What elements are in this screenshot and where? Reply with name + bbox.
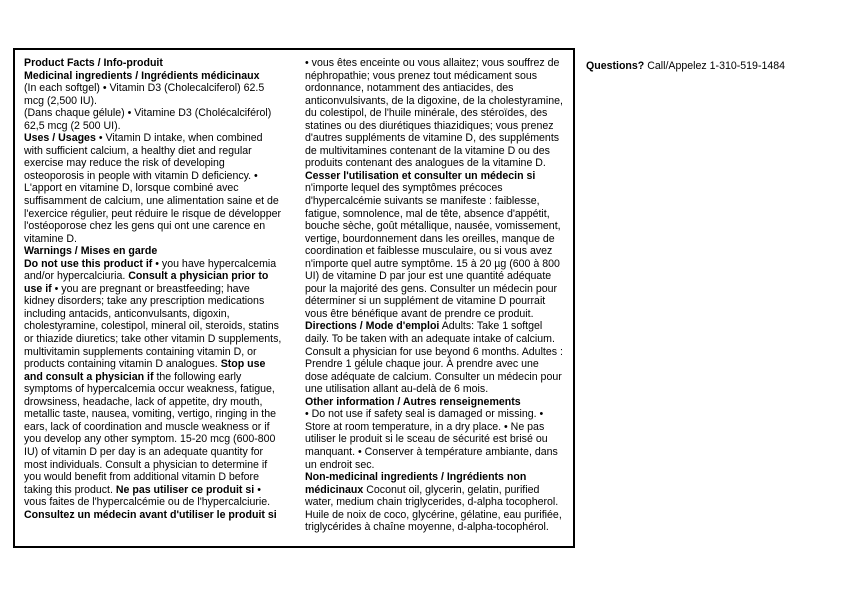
panel-title: Product Facts / Info-produit bbox=[24, 57, 163, 69]
do-not-use-body: • you have hypercalcemia and/or hypercalciuria. bbox=[24, 257, 277, 283]
medicinal-ingredients-body-fr: (Dans chaque gélule) • Vitamine D3 (Cholécalciférol) 62,5 mcg (2 500 UI). bbox=[24, 107, 272, 132]
consultez-medecin-body: • vous êtes enceinte ou vous allaitez; vous souffrez de néphropathie; vous prenez tout médicament sous ordonnance, notamment des antiacides, des anticonvulsivants, de la digoxine, de la cholestyramine, du colestipol, de l'huile minérale, des stéroïdes, des statines ou des diurétiques thiazidiques; vous prenez d'autres suppléments de vitamine D, des suppléments de multivitamines contenant de la vitamine D ou des produits contenant des analogues de la vitamine D. bbox=[305, 57, 563, 170]
medicinal-ingredients-body-en: (In each softgel) • Vitamin D3 (Cholecalciferol) 62.5 mcg (2,500 IU). bbox=[24, 82, 265, 107]
uses-body-en-wrap bbox=[24, 132, 281, 244]
questions-block bbox=[586, 60, 845, 73]
do-not-use-heading: Do not use this product if bbox=[24, 257, 153, 270]
label-text-columns bbox=[15, 50, 786, 546]
other-information-body-fr: • Ne pas utiliser le produit si le sceau de sécurité est brisé ou manquant. • Conserver à température ambiante, dans un endroit sec. bbox=[305, 420, 558, 471]
ne-pas-utiliser-body: • vous faites de l'hypercalcémie ou de l'hypercalciurie. bbox=[24, 483, 271, 509]
consult-physician-body: • you are pregnant or breastfeeding; have kidney disorders; take any prescription medications including antacids, anticonvulsants, digoxin, cholestyramine, colestipol, mineral oil, steroids, statins or thiazide diuretics; take other vitamin D supplements, multivitamin supplements containing vitamin D, or products containing vitamin D analogues. bbox=[24, 282, 282, 371]
cesser-utilisation-heading: Cesser l'utilisation et consulter un médecin si bbox=[305, 169, 536, 182]
uses-block bbox=[24, 132, 281, 244]
directions-body-fr: Adultes : Prendre 1 gélule chaque jour. À prendre avec une dose adéquate de calcium. Consulter un médecin pour une utilisation allant au-delà de 6 mois. bbox=[305, 345, 563, 396]
non-medicinal-body-fr: Huile de noix de coco, glycérine, gélatine, eau purifiée, triglycérides à chaîne moyenne, d-alpha-tocophérol. bbox=[305, 508, 562, 534]
warnings-block bbox=[24, 258, 281, 521]
other-information-body-en: • Do not use if safety seal is damaged or missing. • Store at room temperature, in a dry place. bbox=[305, 408, 544, 433]
warnings-heading: Warnings / Mises en garde bbox=[24, 245, 158, 258]
ne-pas-utiliser-heading: Ne pas utiliser ce produit si bbox=[115, 483, 255, 496]
non-medicinal-body-en: Coconut oil, glycerin, gelatin, purified water, medium chain triglycerides, d-alpha tocopherol. bbox=[305, 483, 559, 509]
directions-body-en: Adults: Take 1 softgel daily. To be taken with an adequate intake of calcium. Consult a physician for use beyond 6 months. bbox=[305, 320, 555, 358]
non-medicinal-block bbox=[305, 471, 564, 534]
uses-heading: Uses / Usages bbox=[24, 132, 96, 145]
questions-phone: Call/Appelez 1-310-519-1484 bbox=[647, 59, 786, 72]
cesser-utilisation-body: n'importe lequel des symptômes précoces d'hypercalcémie suivants se manifeste : faiblesse, fatigue, somnolence, mal de tête, absence d'appétit, bouche sèche, goût métallique, nausée, vomissement, vertige, bourdonnement dans les oreilles, manque de coordination et faiblesse musculaire, ou si vous avez n'importe quel autre symptôme. 15 à 20 µg (600 à 800 UI) de vitamine D par jour est une quantité adéquate pour la majorité des gens. Consulter un médecin pour déterminer si un supplément de vitamine D pourrait vous être bénéfique avant de prendre ce produit. bbox=[305, 182, 561, 320]
uses-body-fr: L'apport en vitamine D, lorsque combiné avec suffisamment de calcium, une alimentation saine et de l'exercice régulier, peut réduire le risque de développer l'ostéoporose chez les gens qui ont une carence en vitamine D. bbox=[24, 182, 282, 245]
consultez-medecin-heading: Consultez un médecin avant d'utiliser le produit si bbox=[24, 508, 277, 521]
consult-physician-heading: Consult a physician prior to use if bbox=[24, 270, 269, 295]
directions-block bbox=[305, 320, 563, 395]
medicinal-ingredients-heading: Medicinal ingredients / Ingrédients médicinaux bbox=[24, 69, 260, 82]
questions-heading: Questions? bbox=[586, 59, 645, 72]
stop-use-heading: Stop use and consult a physician if bbox=[24, 358, 266, 383]
uses-body-en: • Vitamin D intake, when combined with sufficient calcium, a healthy diet and regular exercise may reduce the risk of developing osteoporosis in people with vitamin D deficiency. • bbox=[24, 132, 263, 182]
cesser-block bbox=[305, 170, 561, 320]
non-medicinal-heading: Non-medicinal ingredients / Ingrédients non médicinaux bbox=[305, 471, 527, 496]
product-facts-panel bbox=[13, 48, 786, 548]
directions-heading: Directions / Mode d'emploi bbox=[305, 320, 440, 333]
stop-use-body: the following early symptoms of hypercalcemia occur weakness, fatigue, drowsiness, headache, lack of appetite, dry mouth, metallic taste, nausea, vomiting, vertigo, ringing in the ears, lack of coordination and muscle weakness or if you develop any other symptom. 15-20 mcg (600-800 IU) of vitamin D per day is an adequate quantity for most individuals. Consult a physician to determine if you would benefit from additional vitamin D before taking this product. bbox=[24, 370, 277, 496]
other-information-body bbox=[305, 408, 558, 470]
other-information-heading: Other information / Autres renseignements bbox=[305, 395, 521, 408]
